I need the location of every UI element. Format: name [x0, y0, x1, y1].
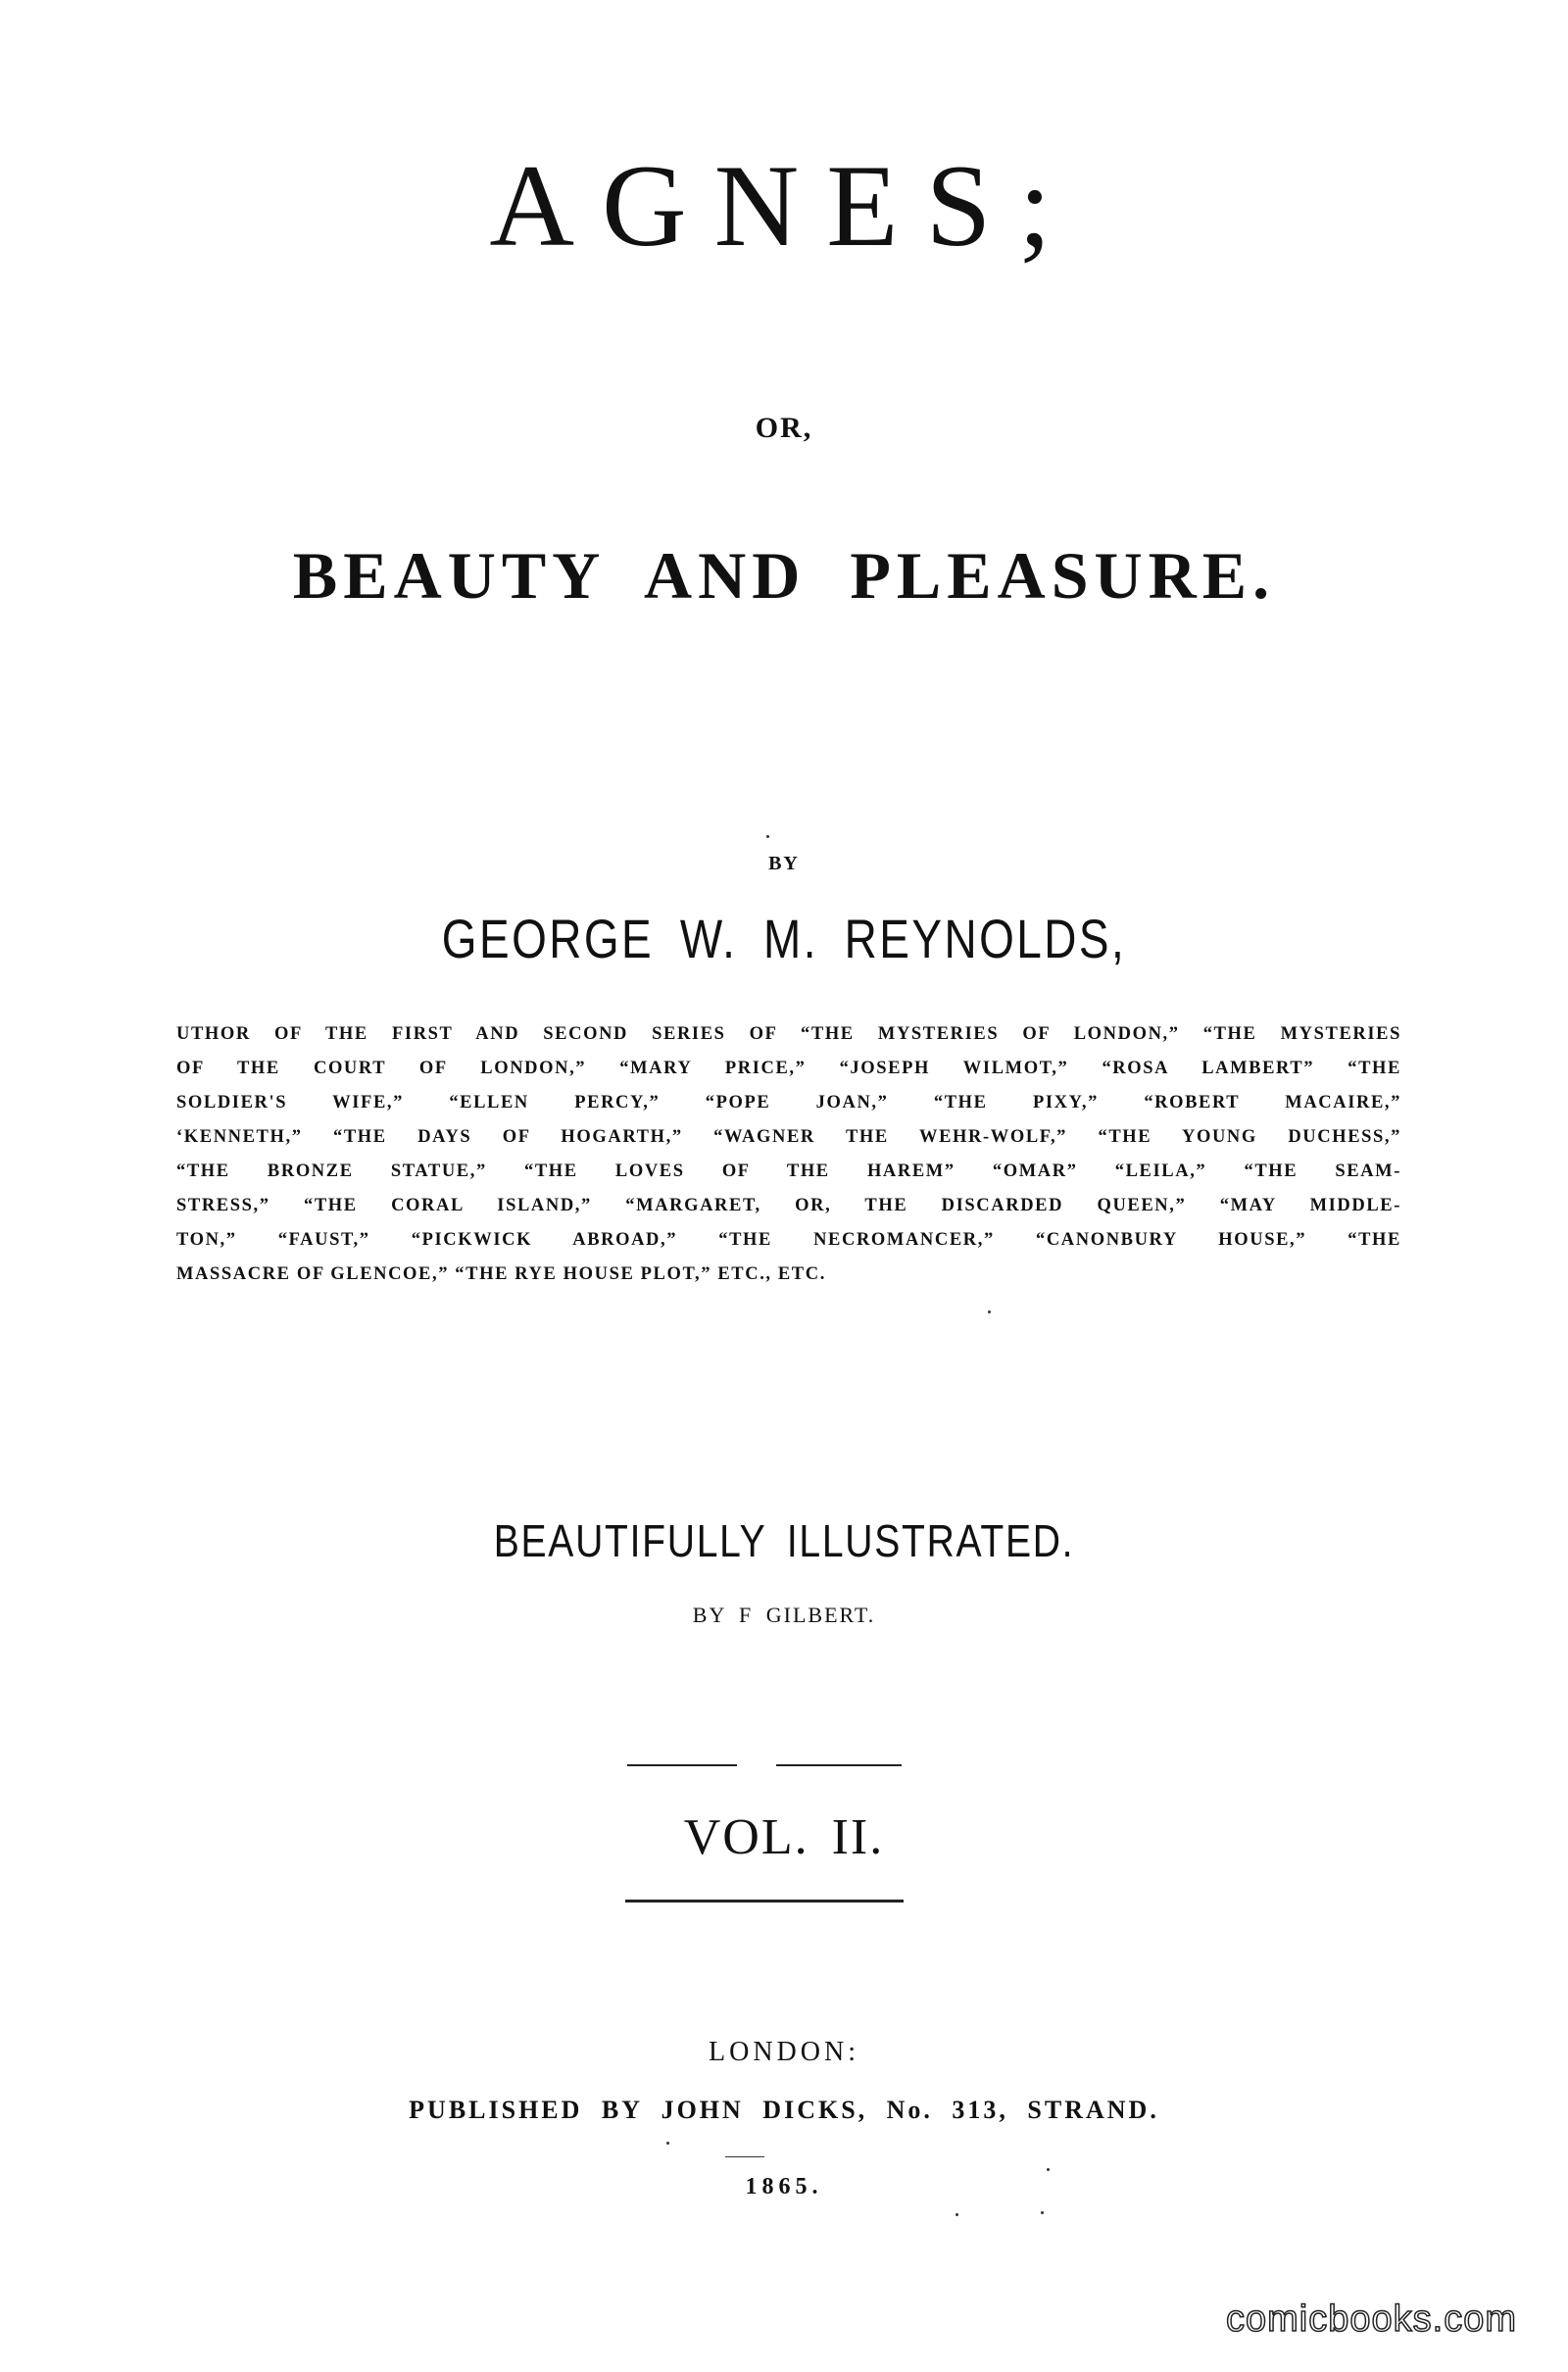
- print-speck: [1047, 2168, 1050, 2171]
- illustrator-credit: BY F GILBERT.: [692, 1603, 876, 1627]
- publication-city: LONDON:: [709, 2037, 859, 2067]
- by-line: BY: [768, 853, 800, 874]
- works-line: STRESS,” “THE CORAL ISLAND,” “MARGARET, OR, THE DISCARDED QUEEN,” “MAY MIDDLE-: [176, 1196, 1401, 1215]
- print-speck: [1041, 2211, 1044, 2214]
- author-works-list: [176, 1017, 1401, 1292]
- print-speck: [666, 2142, 669, 2145]
- divider-rule-gap: [737, 1761, 776, 1767]
- works-line: UTHOR OF THE FIRST AND SECOND SERIES OF “THE MYSTERIES OF LONDON,” “THE MYSTERIES: [176, 1024, 1401, 1044]
- print-speck: [766, 835, 769, 838]
- works-line: SOLDIER'S WIFE,” “ELLEN PERCY,” “POPE JOAN,” “THE PIXY,” “ROBERT MACAIRE,”: [176, 1093, 1401, 1112]
- publisher-line: PUBLISHED BY JOHN DICKS, No. 313, STRAND.: [409, 2096, 1159, 2124]
- works-line-last: MASSACRE OF GLENCOE,” “THE RYE HOUSE PLOT,” ETC., ETC.: [176, 1264, 826, 1284]
- print-speck: [988, 1310, 991, 1313]
- book-title: AGNES;: [489, 140, 1079, 271]
- divider-rule-small: [725, 2156, 764, 2157]
- print-speck: [956, 2213, 958, 2216]
- watermark-logo: comicbooks.com: [1226, 2298, 1517, 2340]
- publication-year: 1865.: [745, 2174, 823, 2199]
- works-line: “THE BRONZE STATUE,” “THE LOVES OF THE HAREM” “OMAR” “LEILA,” “THE SEAM-: [176, 1161, 1401, 1181]
- volume-number: VOL. II.: [683, 1809, 885, 1865]
- works-line: TON,” “FAUST,” “PICKWICK ABROAD,” “THE NECROMANCER,” “CANONBURY HOUSE,” “THE: [176, 1230, 1401, 1250]
- or-connector: OR,: [755, 412, 813, 444]
- divider-rule-bottom: [625, 1900, 904, 1903]
- illustrated-note: BEAUTIFULLY ILLUSTRATED.: [493, 1515, 1075, 1566]
- works-line: ‘KENNETH,” “THE DAYS OF HOGARTH,” “WAGNER THE WEHR-WOLF,” “THE YOUNG DUCHESS,”: [176, 1127, 1401, 1147]
- author-name: GEORGE W. M. REYNOLDS,: [441, 908, 1127, 969]
- book-subtitle: BEAUTY AND PLEASURE.: [292, 538, 1276, 613]
- works-line: OF THE COURT OF LONDON,” “MARY PRICE,” “JOSEPH WILMOT,” “ROSA LAMBERT” “THE: [176, 1059, 1401, 1078]
